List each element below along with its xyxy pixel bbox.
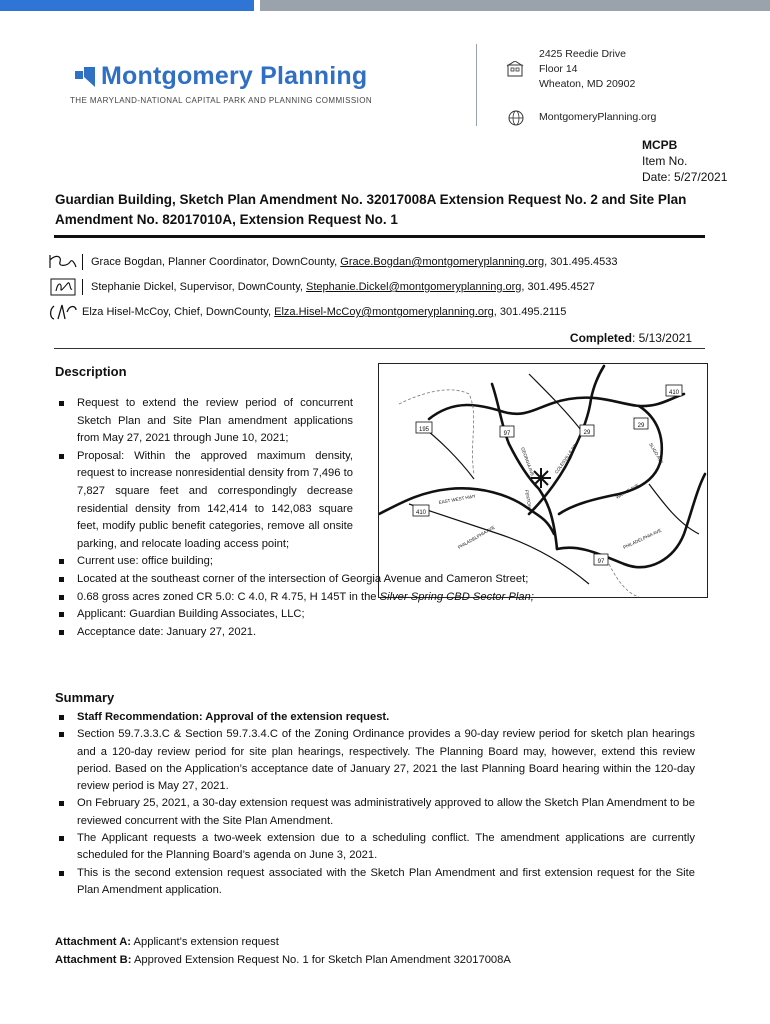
document-title: Guardian Building, Sketch Plan Amendment No. 32017008A Extension Request No. 2 and Site Plan Amendment No. 82017010A, Extension Request No. 1: [55, 192, 687, 227]
list-item: [55, 589, 534, 607]
attachment-item[interactable]: [55, 934, 511, 952]
signature-icon: [48, 302, 78, 322]
summary-list: [55, 709, 695, 899]
logo-text: Montgomery Planning: [101, 62, 368, 90]
shield-label: 410: [415, 510, 427, 516]
staff-email-link[interactable]: Elza.Hisel-McCoy@montgomeryplanning.org: [274, 306, 494, 318]
globe-icon: [508, 110, 524, 126]
road-label: COLESVILLE RD: [553, 442, 579, 475]
logo-subtitle: THE MARYLAND-NATIONAL CAPITAL PARK AND PLANNING COMMISSION: [70, 96, 373, 105]
header-divider: [476, 44, 477, 126]
item-number: Item No.: [642, 154, 688, 168]
logo-mark-icon: [75, 67, 95, 87]
staff-text: [82, 306, 566, 318]
header-grey-bar: [260, 0, 770, 11]
attachments: [55, 934, 511, 969]
shield-label: 29: [637, 423, 645, 429]
description-list: [55, 395, 534, 641]
signature-divider: [82, 254, 83, 270]
staff-contact-row: [48, 277, 595, 297]
staff-contact-row: [48, 302, 566, 322]
completed-label: Completed: [569, 331, 632, 345]
shield-label: 29: [583, 430, 591, 436]
staff-name: Grace Bogdan, Planner Coordinator, DownCounty,: [91, 256, 341, 268]
staff-text: [91, 256, 617, 268]
list-item: Proposal: Within the approved maximum density, request to increase nonresidential density from 7,496 to 7,827 square feet and correspondingly decrease residential density from 142,414 to 142,083 square feet, modify public benefit categories, remove all onsite parking, and relocate loading access point;: [55, 448, 353, 554]
website-link[interactable]: MontgomeryPlanning.org: [539, 111, 657, 123]
attachment-item[interactable]: [55, 952, 511, 970]
shield-label: 97: [503, 431, 511, 437]
list-item: Current use: office building;: [55, 553, 534, 571]
list-item: This is the second extension request associated with the Sketch Plan Amendment and first extension request for the Site Plan Amendment application.: [55, 865, 695, 900]
staff-recommendation: Staff Recommendation: Approval of the extension request.: [55, 709, 695, 726]
header-accent-bar: [0, 0, 254, 11]
route-shield: [634, 418, 648, 429]
attachment-text: Approved Extension Request No. 1 for Sketch Plan Amendment 32017008A: [131, 953, 511, 966]
address-line: Floor 14: [539, 63, 578, 75]
list-item: Section 59.7.3.3.C & Section 59.7.3.4.C of the Zoning Ordinance provides a 90-day review period for sketch plan hearings and a 120-day review period for site plan hearings, respectively. The Planning Board may, however, extend this review period. Based on the Application’s acceptance date of January 27, 2021 the last Planning Board hearing within the 120-day review period is May 27, 2021.: [55, 726, 695, 795]
list-item: Acceptance date: January 27, 2021.: [55, 624, 534, 642]
list-item: On February 25, 2021, a 30-day extension request was administratively approved to allow the Sketch Plan Amendment to be reviewed concurrent with the Site Plan Amendment.: [55, 795, 695, 830]
completed-date: [570, 331, 692, 345]
road-label: SLIGO AVE: [648, 442, 665, 465]
staff-phone: , 301.495.4527: [521, 281, 595, 293]
signature-divider: [82, 279, 83, 295]
zoning-text: 0.68 gross acres zoned CR 5.0: C 4.0, R 4.75, H 145T in the: [77, 590, 380, 603]
building-icon: [506, 61, 524, 77]
completed-value: : 5/13/2021: [631, 331, 692, 345]
montgomery-planning-logo: [75, 62, 367, 91]
road-label: WAYNE AVE: [615, 482, 640, 500]
staff-contact-row: [48, 252, 617, 272]
staff-text: [91, 281, 595, 293]
road-label: PHILADELPHIA AVE: [622, 527, 663, 550]
attachment-label: Attachment A:: [55, 936, 132, 948]
meeting-date: Date: 5/27/2021: [642, 170, 728, 184]
signature-icon: [48, 277, 78, 297]
staff-email-link[interactable]: Grace.Bogdan@montgomeryplanning.org: [340, 256, 545, 268]
road-label: PHILADELPHIA AVE: [457, 524, 496, 550]
title-rule: [54, 235, 705, 238]
road-label: EAST WEST HWY: [438, 493, 477, 505]
shield-label: 410: [668, 390, 680, 396]
road-line: [609, 564, 639, 597]
summary-heading: Summary: [55, 690, 115, 705]
attachment-label: Attachment B:: [55, 953, 132, 966]
address-line: Wheaton, MD 20902: [539, 78, 636, 90]
attachment-text: Applicant’s extension request: [131, 936, 279, 948]
list-item: Located at the southeast corner of the intersection of Georgia Avenue and Cameron Street;: [55, 571, 534, 589]
route-shield: [666, 385, 682, 396]
staff-email-link[interactable]: Stephanie.Dickel@montgomeryplanning.org: [306, 281, 522, 293]
route-shield: [580, 425, 594, 436]
list-item: The Applicant requests a two-week extension due to a scheduling conflict. The amendment applications are currently scheduled for the Planning Board’s agenda on June 3, 2021.: [55, 830, 695, 865]
address-block: [539, 47, 635, 92]
staff-name: Elza Hisel-McCoy, Chief, DownCounty,: [82, 306, 275, 318]
signature-icon: [48, 252, 78, 272]
route-shield: [594, 554, 608, 565]
staff-name: Stephanie Dickel, Supervisor, DownCounty,: [91, 281, 307, 293]
list-item: Applicant: Guardian Building Associates, LLC;: [55, 606, 534, 624]
staff-phone: , 301.495.4533: [544, 256, 618, 268]
meeting-meta: [642, 137, 727, 185]
shield-label: 97: [597, 559, 605, 565]
section-rule: [54, 348, 705, 349]
shield-label: 195: [418, 427, 430, 433]
road-label: FENTON: [524, 489, 533, 509]
road-label: GEORGIA AVE: [520, 446, 536, 477]
staff-phone: , 301.495.2115: [493, 306, 567, 318]
agency-label: MCPB: [642, 138, 678, 152]
sector-plan-name: Silver Spring CBD Sector Plan;: [379, 590, 534, 603]
address-line: 2425 Reedie Drive: [539, 48, 626, 60]
list-item: Request to extend the review period of concurrent Sketch Plan and Site Plan amendment applications from May 27, 2021 through June 10, 2021;: [55, 395, 353, 448]
description-heading: Description: [55, 364, 127, 379]
road-line: [529, 374, 584, 434]
